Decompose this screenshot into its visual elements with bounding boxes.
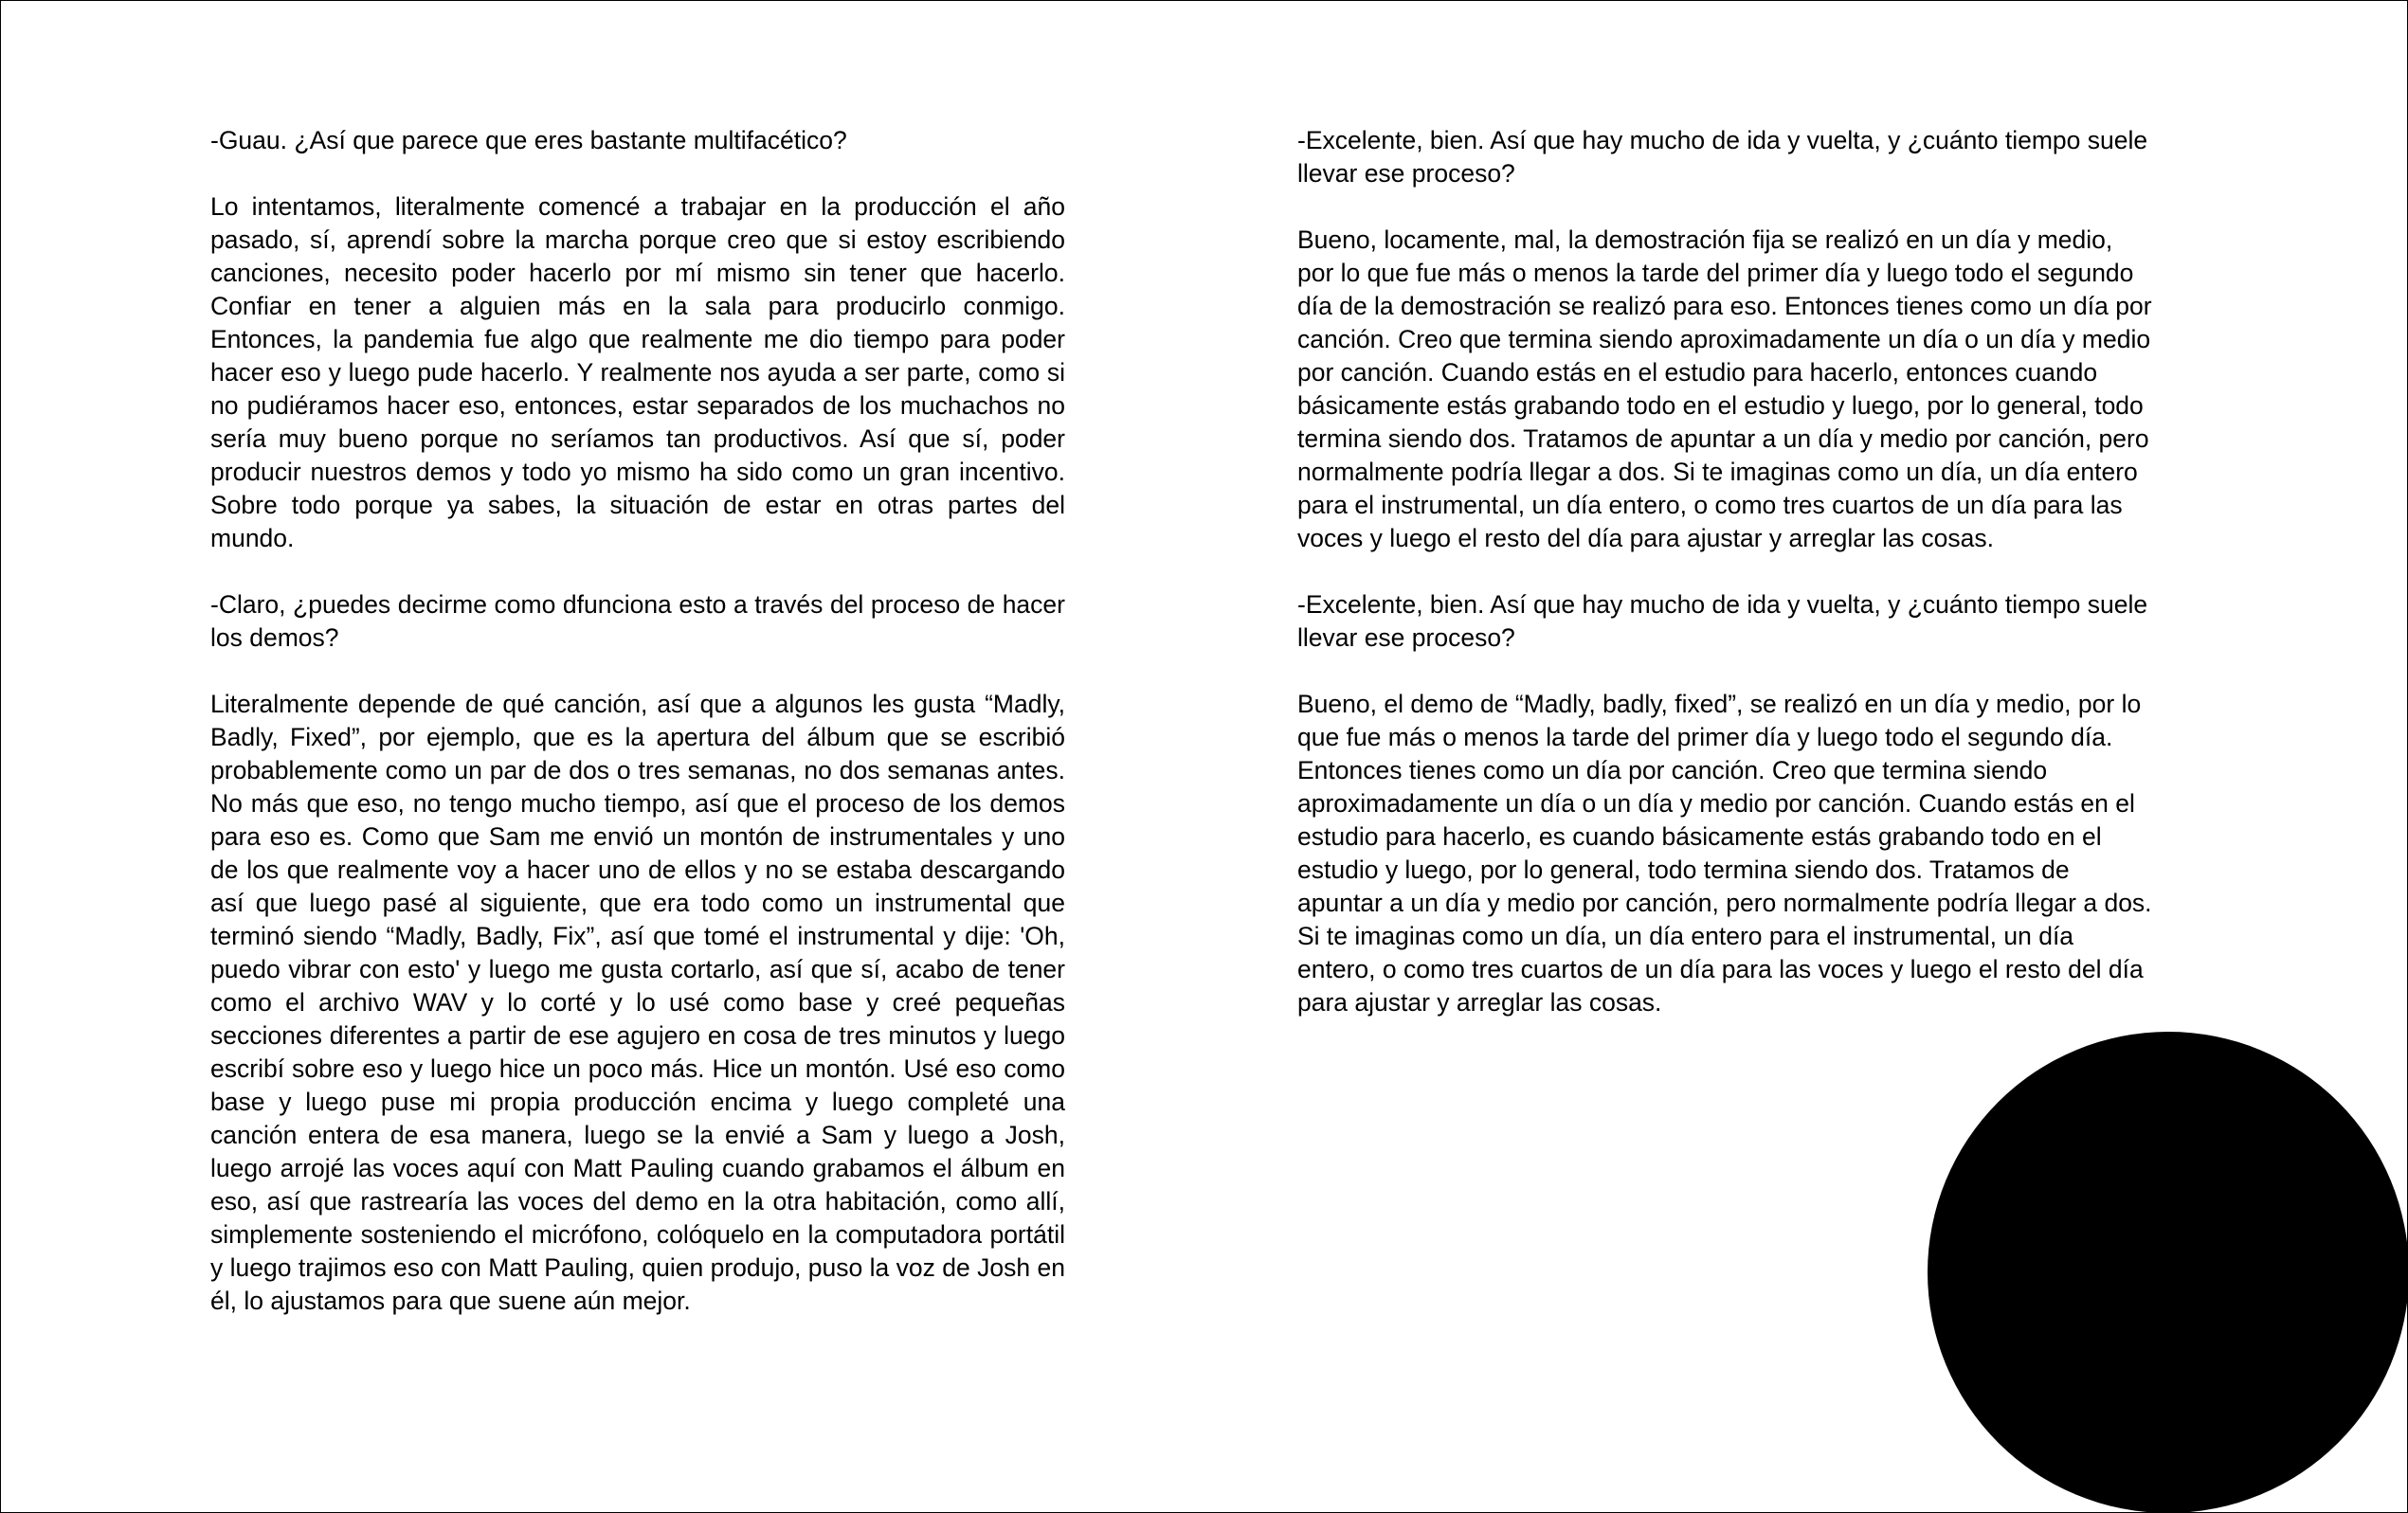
question-paragraph: -Claro, ¿puedes decirme como dfunciona esto a través del proceso de hacer los demos? xyxy=(210,590,1065,652)
answer-paragraph: Lo intentamos, literalmente comencé a trabajar en la producción el año pasado, sí, aprendí sobre la marcha porque creo que si estoy escribiendo canciones, necesito poder hacerlo por mí mismo sin tener que hacerlo. Confiar en tener a alguien más en la sala para producirlo conmigo. Entonces, la pandemia fue algo que realmente me dio tiempo para poder hacer eso y luego pude hacerlo. Y realmente nos ayuda a ser parte, como si no pudiéramos hacer eso, entonces, estar separados de los muchachos no sería muy bueno porque no seríamos tan productivos. Así que sí, poder producir nuestros demos y todo yo mismo ha sido como un gran incentivo. Sobre todo porque ya sabes, la situación de estar en otras partes del mundo. xyxy=(210,192,1065,552)
answer-paragraph: Bueno, locamente, mal, la demostración fija se realizó en un día y medio, por lo que fue más o menos la tarde del primer día y luego todo el segundo día de la demostración se realizó para eso. Entonces tienes como un día por canción. Creo que termina siendo aproximadamente un día o un día y medio por canción. Cuando estás en el estudio para hacerlo, entonces cuando básicamente estás grabando todo en el estudio y luego, por lo general, todo termina siendo dos. Tratamos de apuntar a un día y medio por canción, pero normalmente podría llegar a dos. Si te imaginas como un día, un día entero para el instrumental, un día entero, o como tres cuartos de un día para las voces y luego el resto del día para ajustar y arreglar las cosas. xyxy=(1297,225,2152,552)
question-paragraph: -Guau. ¿Así que parece que eres bastante multifacético? xyxy=(210,126,847,154)
answer-paragraph: Bueno, el demo de “Madly, badly, fixed”, se realizó en un día y medio, por lo que fue más o menos la tarde del primer día y luego todo el segundo día. Entonces tienes como un día por canción. Creo que termina siendo aproximadamente un día o un día y medio por canción. Cuando estás en el estudio para hacerlo, es cuando básicamente estás grabando todo en el estudio y luego, por lo general, todo termina siendo dos. Tratamos de apuntar a un día y medio por canción, pero normalmente podría llegar a dos. Si te imaginas como un día, un día entero para el instrumental, un día entero, o como tres cuartos de un día para las voces y luego el resto del día para ajustar y arreglar las cosas. xyxy=(1297,690,2152,1017)
right-text-column xyxy=(1297,124,2152,1019)
answer-paragraph: Literalmente depende de qué canción, así que a algunos les gusta “Madly, Badly, Fixed”, por ejemplo, que es la apertura del álbum que se escribió probablemente como un par de dos o tres semanas, no dos semanas antes. No más que eso, no tengo mucho tiempo, así que el proceso de los demos para eso es. Como que Sam me envió un montón de instrumentales y uno de los que realmente voy a hacer uno de ellos y no se estaba descargando así que luego pasé al siguiente, que era todo como un instrumental que terminó siendo “Madly, Badly, Fix”, así que tomé el instrumental y dije: 'Oh, puedo vibrar con esto' y luego me gusta cortarlo, así que sí, acabo de tener como el archivo WAV y lo corté y lo usé como base y creé pequeñas secciones diferentes a partir de ese agujero en cosa de tres minutos y luego escribí sobre eso y luego hice un poco más. Hice un montón. Usé eso como base y luego puse mi propia producción encima y luego completé una canción entera de esa manera, luego se la envié a Sam y luego a Josh, luego arrojé las voces aquí con Matt Pauling cuando grabamos el álbum en eso, así que rastrearía las voces del demo en la otra habitación, como allí, simplemente sosteniendo el micrófono, colóquelo en la computadora portátil y luego trajimos eso con Matt Pauling, quien produjo, puso la voz de Josh en él, lo ajustamos para que suene aún mejor. xyxy=(210,690,1065,1315)
question-paragraph: -Excelente, bien. Así que hay mucho de ida y vuelta, y ¿cuánto tiempo suele llevar ese proceso? xyxy=(1297,126,2148,188)
left-text-column xyxy=(210,124,1065,1318)
question-paragraph: -Excelente, bien. Así que hay mucho de ida y vuelta, y ¿cuánto tiempo suele llevar ese proceso? xyxy=(1297,590,2148,652)
decorative-black-circle xyxy=(1928,1032,2408,1513)
